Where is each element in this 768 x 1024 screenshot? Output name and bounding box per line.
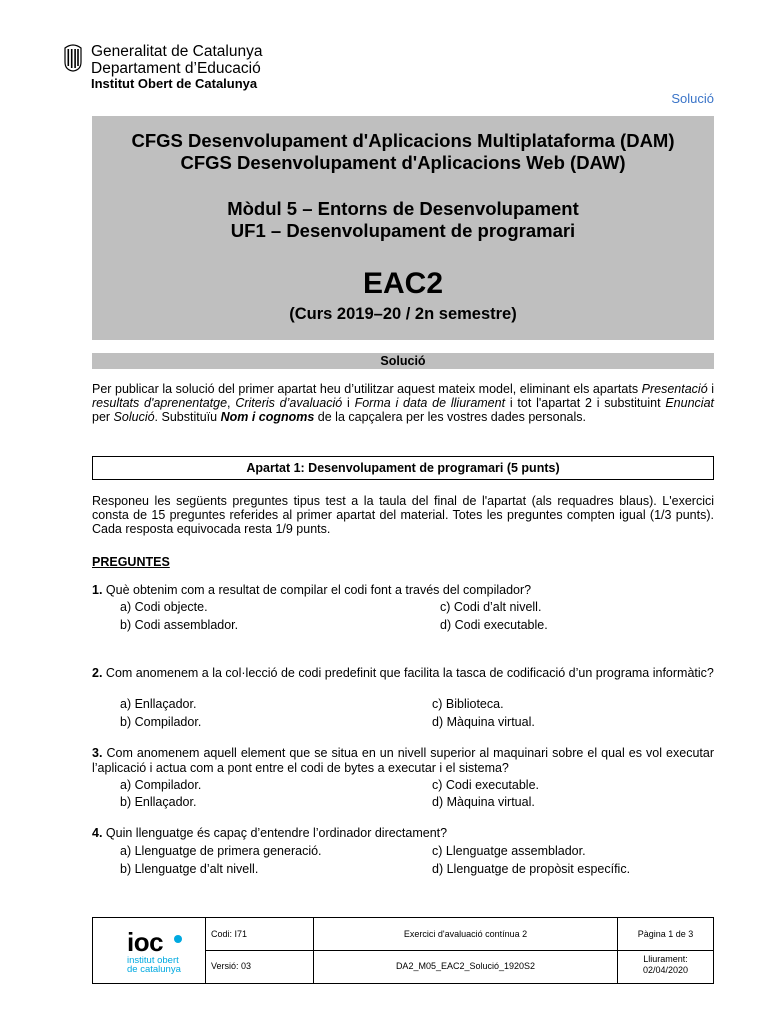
footer-lliurament-date: 02/04/2020 [642,965,689,975]
question-1-option-a: a) Codi objecte. [120,600,208,614]
question-4-option-d: d) Llenguatge de propòsit específic. [432,862,631,876]
question-2 [92,666,714,681]
instructions-text: i [342,396,355,410]
question-1-option-d: d) Codi executable. [440,618,548,632]
footer-pagina: Pàgina 1 de 3 [637,929,694,939]
instructions-bold: Nom i cognoms [220,410,315,424]
title-line-uf: UF1 – Desenvolupament de programari [230,220,576,241]
ioc-logo-text: ioc [127,927,164,957]
org-name-institut: Institut Obert de Catalunya [91,76,258,91]
instructions-italic: Presentació [641,382,708,396]
instructions-text: . Substituïu [154,410,221,424]
question-4 [92,826,714,841]
question-1-option-b: b) Codi assemblador. [120,618,239,632]
question-number: 1. [92,583,103,597]
instructions-text: , [227,396,236,410]
ioc-logo-subtitle-2: de catalunya [127,964,181,975]
apartat-title-box: Apartat 1: Desenvolupament de programari (5 punts) [92,456,714,480]
instructions-text: Per publicar la solució del primer apartat heu d’utilitzar aquest mateix model, eliminant els apartats [92,382,642,396]
question-1 [92,583,714,598]
question-4-option-b: b) Llenguatge d’alt nivell. [120,862,259,876]
title-line-daw: CFGS Desenvolupament d'Aplicacions Web (DAW) [180,152,626,173]
question-1-option-c: c) Codi d’alt nivell. [440,600,542,614]
instructions-italic: resultats d'aprenentatge [92,396,228,410]
question-3-option-d: d) Màquina virtual. [432,795,535,809]
preguntes-heading: PREGUNTES [92,555,170,569]
instructions-text: i tot l'apartat 2 i substituint [505,396,666,410]
footer-versio: Versió: 03 [211,961,252,971]
instructions-italic: Criteris d’avaluació [235,396,343,410]
question-3-option-b: b) Enllaçador. [120,795,197,809]
question-text: Què obtenim com a resultat de compilar el codi font a través del compilador? [102,583,532,597]
apartat-intro: Responeu les següents preguntes tipus test a la taula del final de l'apartat (als requadres blaus). L'exercici consta de 15 preguntes referides al primer apartat del material. Totes les preguntes compten igual (1/3 punts). Cada resposta equivocada resta 1/9 punts. [92,494,714,536]
question-2-option-b: b) Compilador. [120,715,202,729]
question-number: 3. [92,746,103,760]
ioc-logo-subtitle-1: institut obert [127,955,179,966]
footer-fitxer: DA2_M05_EAC2_Solució_1920S2 [395,961,536,971]
instructions-italic: Enunciat [665,396,714,410]
footer-codi: Codi: I71 [211,929,248,939]
question-2-option-a: a) Enllaçador. [120,697,197,711]
question-4-option-a: a) Llenguatge de primera generació. [120,844,322,858]
question-3 [92,746,714,775]
instructions-text: per [92,410,114,424]
instructions-italic: Forma i data de lliurament [354,396,506,410]
instructions-text: de la capçalera per les vostres dades personals. [314,410,587,424]
instructions-text: i [707,382,715,396]
footer-divider [205,950,713,951]
question-4-option-c: c) Llenguatge assemblador. [432,844,586,858]
title-block [92,116,714,340]
ioc-logo-dot-icon [174,935,182,943]
instructions-paragraph [92,382,714,424]
question-number: 2. [92,666,103,680]
footer-lliurament-label: Lliurament: [643,954,688,964]
question-number: 4. [92,826,103,840]
footer-table [92,917,714,984]
question-2-option-c: c) Biblioteca. [432,697,504,711]
question-2-option-d: d) Màquina virtual. [432,715,535,729]
org-name-departament: Departament d’Educació [91,60,261,77]
instructions-italic: Solució [113,410,155,424]
solucio-label: Solució [671,91,714,106]
question-text: Quin llenguatge és capaç d’entendre l’ordinador directament? [102,826,448,840]
org-name-generalitat: Generalitat de Catalunya [91,43,263,60]
footer-exercici: Exercici d'avaluació contínua 2 [403,929,528,939]
title-line-modul: Mòdul 5 – Entorns de Desenvolupament [227,198,579,219]
question-3-option-c: c) Codi executable. [432,778,540,792]
question-text: Com anomenem a la col·lecció de codi predefinit que facilita la tasca de codificació d’un programa informàtic? [102,666,714,680]
title-code: EAC2 [362,267,444,300]
generalitat-emblem-icon [64,44,82,72]
question-text: Com anomenem aquell element que se situa en un nivell superior al maquinari sobre el qual es vol executar l’aplicació i actua com a pont entre el codi de bytes a executar i el sistema? [92,746,714,775]
solucio-band: Solució [92,353,714,369]
question-3-option-a: a) Compilador. [120,778,202,792]
title-course: (Curs 2019–20 / 2n semestre) [289,305,517,323]
title-line-dam: CFGS Desenvolupament d'Aplicacions Multiplataforma (DAM) [131,130,675,151]
